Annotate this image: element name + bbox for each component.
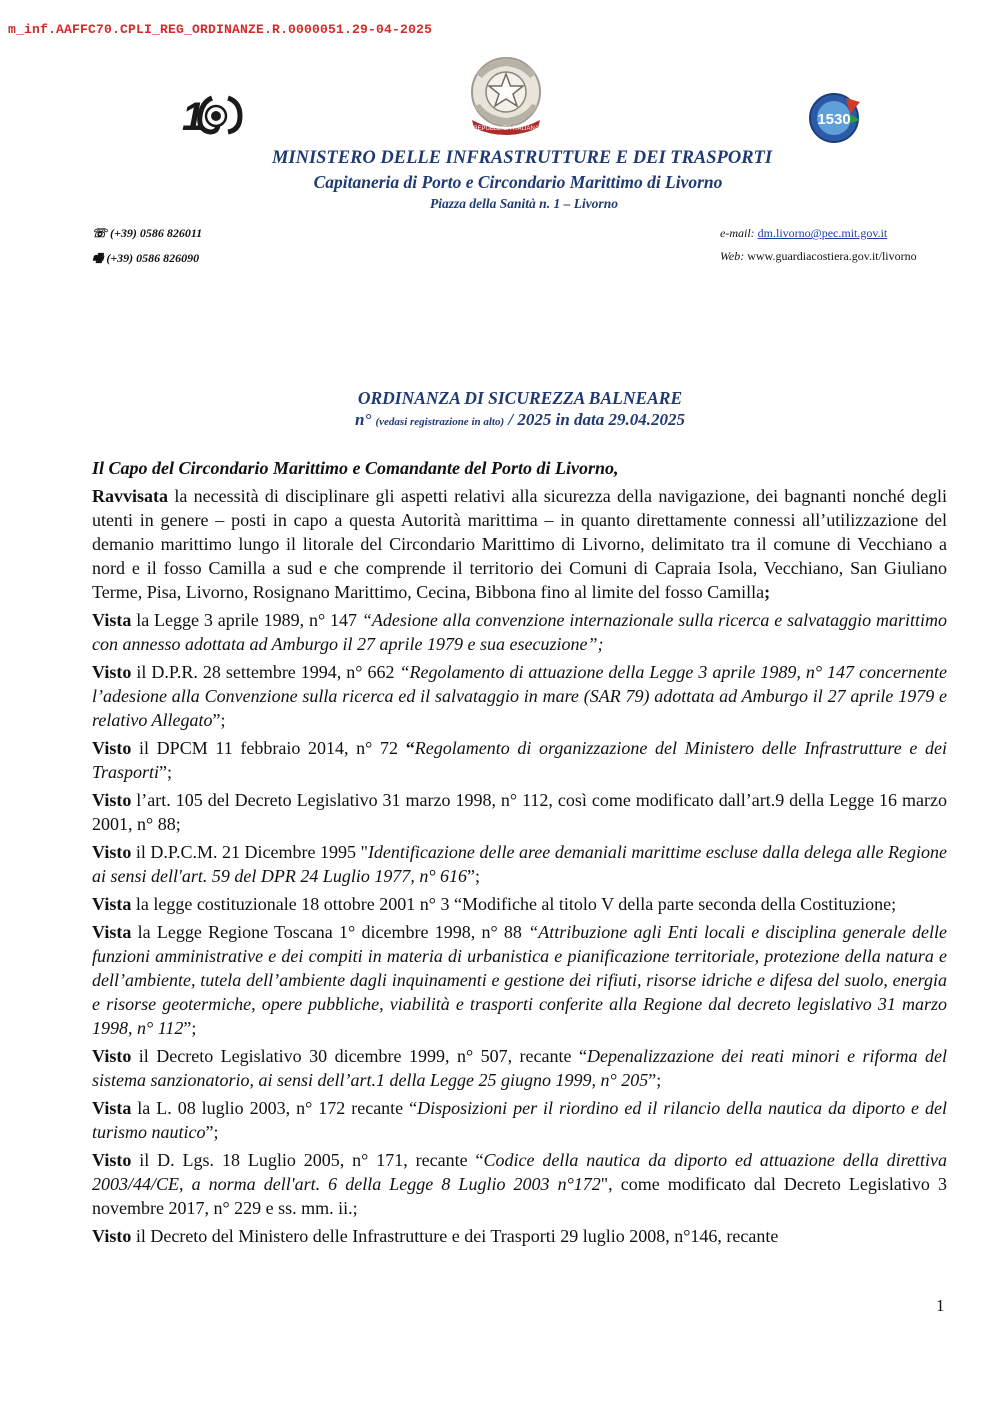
paragraph-text: il D. Lgs. 18 Luglio 2005, n° 171, recante “ [131, 1150, 484, 1170]
email-contact [720, 226, 887, 241]
paragraph-text: il Decreto del Ministero delle Infrastrutture e dei Trasporti 29 luglio 2008, n°146, recante [131, 1226, 779, 1246]
web-contact [720, 249, 917, 264]
paragraph-lead: Vista [92, 610, 132, 630]
ordinance-number-prefix: n° [354, 410, 372, 429]
ordinance-body [92, 456, 947, 1252]
capitaneria-title: Capitaneria di Porto e Circondario Marittimo di Livorno [313, 172, 723, 192]
paragraph [92, 1224, 947, 1248]
page-number: 1 [936, 1296, 945, 1315]
paragraph-text: la Legge 3 aprile 1989, n° 147 [131, 610, 362, 630]
paragraph-text: ”; [183, 1018, 197, 1038]
paragraph [92, 920, 947, 1040]
web-address: www.guardiacostiera.gov.it/livorno [747, 249, 917, 263]
ordinance-number [0, 410, 1004, 430]
paragraph [92, 788, 947, 836]
paragraph-text: ”; [467, 866, 481, 886]
paragraph-text: “Adesione alla convenzione internazionale sulla ricerca e salvataggio marittimo con annesso adottata ad Amburgo il 27 aprile 1979 e sua esecuzione”; [92, 610, 947, 654]
paragraph-text: il D.P.R. 28 settembre 1994, n° 662 [131, 662, 400, 682]
paragraph-text: la Legge Regione Toscana 1° dicembre 1998, n° 88 [131, 922, 529, 942]
paragraph-text: il DPCM 11 febbraio 2014, n° 72 [131, 738, 406, 758]
paragraph-lead: Vista [92, 894, 132, 914]
ministry-title: MINISTERO DELLE INFRASTRUTTURE E DEI TRASPORTI [271, 148, 773, 168]
paragraph-lead: Vista [92, 922, 132, 942]
web-label: Web: [720, 249, 745, 263]
paragraph-text: Disposizioni per il riordino ed il rilancio della nautica da diporto e del turismo nautico [92, 1098, 947, 1142]
paragraph-text: “Regolamento di attuazione della Legge 3 aprile 1989, n° 147 concernente l’adesione alla Convenzione sulla ricerca ed il salvataggio in mare (SAR 79) adottata ad Amburgo il 27 aprile 1979 e relativo Allegato [92, 662, 947, 730]
paragraph-text: l’art. 105 del Decreto Legislativo 31 marzo 1998, n° 112, così come modificato dall’art.9 della Legge 16 marzo 2001, n° 88; [92, 790, 947, 834]
paragraph-text: Codice della nautica da diporto ed attuazione della direttiva 2003/44/CE, a norma dell'art. 6 della Legge 8 Luglio 2003 n°172 [92, 1150, 948, 1194]
paragraph [92, 1148, 947, 1220]
email-link[interactable]: dm.livorno@pec.mit.gov.it [757, 226, 888, 240]
fax-number: 🖷 (+39) 0586 826090 [92, 251, 200, 265]
svg-text:1: 1 [182, 95, 205, 136]
paragraph [92, 736, 947, 784]
paragraph [92, 608, 947, 656]
paragraph [92, 660, 947, 732]
paragraph-text: ”; [205, 1122, 219, 1142]
paragraph-text: ; [764, 582, 771, 602]
address: Piazza della Sanità n. 1 – Livorno [430, 196, 618, 211]
anniversary-160-logo-icon [182, 92, 248, 136]
paragraph-lead: Visto [92, 662, 132, 682]
paragraph-text: Regolamento di organizzazione del Ministero delle Infrastrutture e dei Trasporti [92, 738, 947, 782]
paragraph [92, 892, 947, 916]
registration-number: m_inf.AAFFC70.CPLI_REG_ORDINANZE.R.0000051.29-04-2025 [8, 22, 433, 37]
ordinance-title: ORDINANZA DI SICUREZZA BALNEARE [357, 388, 683, 408]
logo-1530-text: 1530 [817, 111, 851, 128]
emblem-ribbon-text: REPUBBLICA ITALIANA [473, 126, 539, 132]
repubblica-italiana-emblem-icon [464, 54, 548, 140]
paragraph-lead: Visto [92, 1226, 132, 1246]
paragraph-lead: Visto [92, 738, 132, 758]
paragraph [92, 1044, 947, 1092]
paragraph-text: Identificazione delle aree demaniali marittime escluse dalla delega alle Regione ai sensi dell'art. 59 del DPR 24 Luglio 1977, n° 616 [92, 842, 947, 886]
paragraph-lead: Visto [92, 1150, 132, 1170]
paragraph-lead: Visto [92, 842, 132, 862]
email-label: e-mail: [720, 226, 755, 240]
paragraph-lead: Ravvisata [92, 486, 168, 506]
paragraph-text: il Decreto Legislativo 30 dicembre 1999, n° 507, recante “ [131, 1046, 587, 1066]
paragraph-lead: Visto [92, 1046, 132, 1066]
paragraph [92, 484, 947, 604]
paragraph-text: la L. 08 luglio 2003, n° 172 recante “ [131, 1098, 418, 1118]
paragraph-text: il D.P.C.M. 21 Dicembre 1995 " [131, 842, 368, 862]
paragraph-text: ”; [159, 762, 173, 782]
paragraph-lead: Visto [92, 790, 132, 810]
paragraph-text: Depenalizzazione dei reati minori e riforma del sistema sanzionatorio, ai sensi dell’art.1 della Legge 25 giugno 1999, n° 205 [92, 1046, 947, 1090]
ordinance-number-note: (vedasi registrazione in alto) [375, 416, 505, 428]
intro-line: Il Capo del Circondario Marittimo e Comandante del Porto di Livorno, [92, 458, 619, 478]
capitaneria-1530-logo-icon [806, 88, 864, 146]
paragraph-text: la legge costituzionale 18 ottobre 2001 n° 3 “Modifiche al titolo V della parte seconda della Costituzione; [131, 894, 897, 914]
paragraph-text: “ [405, 738, 415, 758]
paragraph-text: ", come modificato dal Decreto Legislativo 3 novembre 2017, n° 229 e ss. mm. ii.; [92, 1174, 947, 1218]
phone-number: ☏ (+39) 0586 826011 [92, 226, 203, 240]
paragraph-text: “Attribuzione agli Enti locali e disciplina generale delle funzioni amministrative e dei compiti in materia di urbanistica e pianificazione territoriale, protezione della natura e dell’ambiente, tutela dell’ambiente dagli inquinamenti e gestione dei rifiuti, risorse idriche e difesa del suolo, energia e risorse geotermiche, opere pubbliche, viabilità e trasporti conferite alla Regione dal decreto legislativo 31 marzo 1998, n° 112 [92, 922, 947, 1038]
paragraph [92, 1096, 947, 1144]
paragraph-text: ”; [212, 710, 226, 730]
paragraph-text: la necessità di disciplinare gli aspetti relativi alla sicurezza della navigazione, dei bagnanti nonché degli utenti in genere – posti in capo a questa Autorità marittima – in quanto direttamente connessi all’utilizzazione del demanio marittimo lungo il litorale del Circondario Marittimo di Livorno, delimitato tra il comune di Vecchiano a nord e il fosso Camilla a sud e che comprende il territorio dei Comuni di Capraia Isola, Vecchiano, San Giuliano Terme, Pisa, Livorno, Rosignano Marittimo, Cecina, Bibbona fino al limite del fosso Camilla [92, 486, 947, 602]
paragraph [92, 840, 947, 888]
ordinance-number-suffix: / 2025 in data 29.04.2025 [508, 410, 686, 429]
paragraph-text: ”; [648, 1070, 662, 1090]
paragraph-lead: Vista [92, 1098, 132, 1118]
paragraph-list [92, 484, 947, 1248]
